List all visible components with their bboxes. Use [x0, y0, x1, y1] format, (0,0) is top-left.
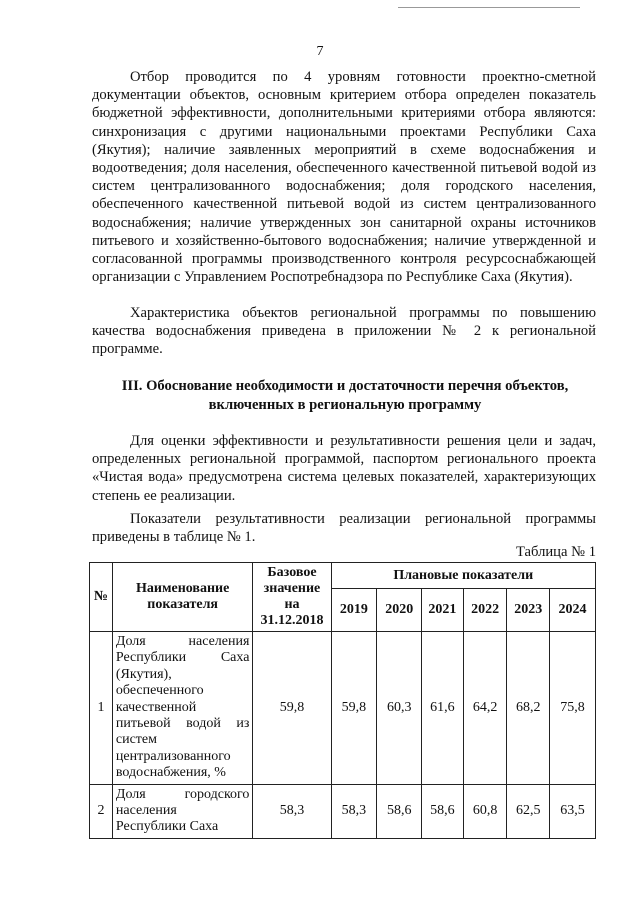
- row-value: 59,8: [331, 632, 377, 785]
- header-planned: Плановые показатели: [331, 563, 595, 589]
- row-value: 63,5: [550, 784, 596, 838]
- row-number: 1: [90, 632, 113, 785]
- table-caption: Таблица № 1: [516, 544, 596, 560]
- row-value: 60,8: [463, 784, 507, 838]
- header-year: 2019: [331, 589, 377, 632]
- header-year: 2022: [463, 589, 507, 632]
- row-value: 58,6: [422, 784, 464, 838]
- row-value: 62,5: [507, 784, 550, 838]
- header-number: №: [90, 563, 113, 632]
- row-value: 58,6: [377, 784, 422, 838]
- header-year: 2021: [422, 589, 464, 632]
- header-base-value: Базовое значение на 31.12.2018: [253, 563, 331, 632]
- header-year: 2024: [550, 589, 596, 632]
- paragraph-selection-criteria: Отбор проводится по 4 уровням готовности проектно-сметной документации объектов, основным критерием отбора определен показатель бюджетной эффективности, дополнительными критериями отбора являются: синхронизация с другими национальными проектами Республики Саха (Якутия); наличие заявленных мероприятий в схеме водоснабжения и водоотведения; доля населения, обеспеченного качественной питьевой водой из систем централизованного водоснабжения; доля городского населения, обеспеченного качественной питьевой водой из систем централизованного водоснабжения; наличие утвержденных зон санитарной охраны источников питьевого и хозяйственно-бытового водоснабжения; наличие утвержденной и согласованной программы производственного контроля ресурсоснабжающей организации с Управлением Роспотребнадзора по Республике Саха (Якутия).: [92, 69, 596, 286]
- header-year: 2020: [377, 589, 422, 632]
- paragraph-evaluation: Для оценки эффективности и результативности решения цели и задач, определенных региональной программой, паспортом регионального проекта «Чистая вода» предусмотрена система целевых показателей, характеризующих степень ее реализации.: [92, 433, 596, 504]
- header-year: 2023: [507, 589, 550, 632]
- paragraph-characteristics: Характеристика объектов региональной программы по повышению качества водоснабжения приведена в приложении № 2 к региональной программе.: [92, 305, 596, 358]
- table-header-row: [90, 563, 596, 589]
- row-value: 61,6: [422, 632, 464, 785]
- row-indicator-name: Доля населения Республики Саха (Якутия), обеспеченного качественной питьевой водой из систем централизованного водоснабжения, %: [112, 632, 253, 785]
- row-value: 75,8: [550, 632, 596, 785]
- section-heading: III. Обоснование необходимости и достаточности перечня объектов, включенных в региональную программу: [121, 378, 569, 413]
- row-indicator-name: Доля городского населения Республики Саха: [112, 784, 253, 838]
- row-number: 2: [90, 784, 113, 838]
- row-value: 68,2: [507, 632, 550, 785]
- row-base-value: 59,8: [253, 632, 331, 785]
- page-number: 7: [316, 44, 324, 59]
- table-row: [90, 784, 596, 838]
- row-base-value: 58,3: [253, 784, 331, 838]
- indicators-table: [89, 562, 596, 839]
- row-value: 64,2: [463, 632, 507, 785]
- row-value: 60,3: [377, 632, 422, 785]
- row-value: 58,3: [331, 784, 377, 838]
- paragraph-indicators: Показатели результативности реализации региональной программы приведены в таблице № 1.: [92, 511, 596, 546]
- header-rule: [398, 7, 580, 8]
- header-indicator-name: Наименование показателя: [112, 563, 253, 632]
- table-row: [90, 632, 596, 785]
